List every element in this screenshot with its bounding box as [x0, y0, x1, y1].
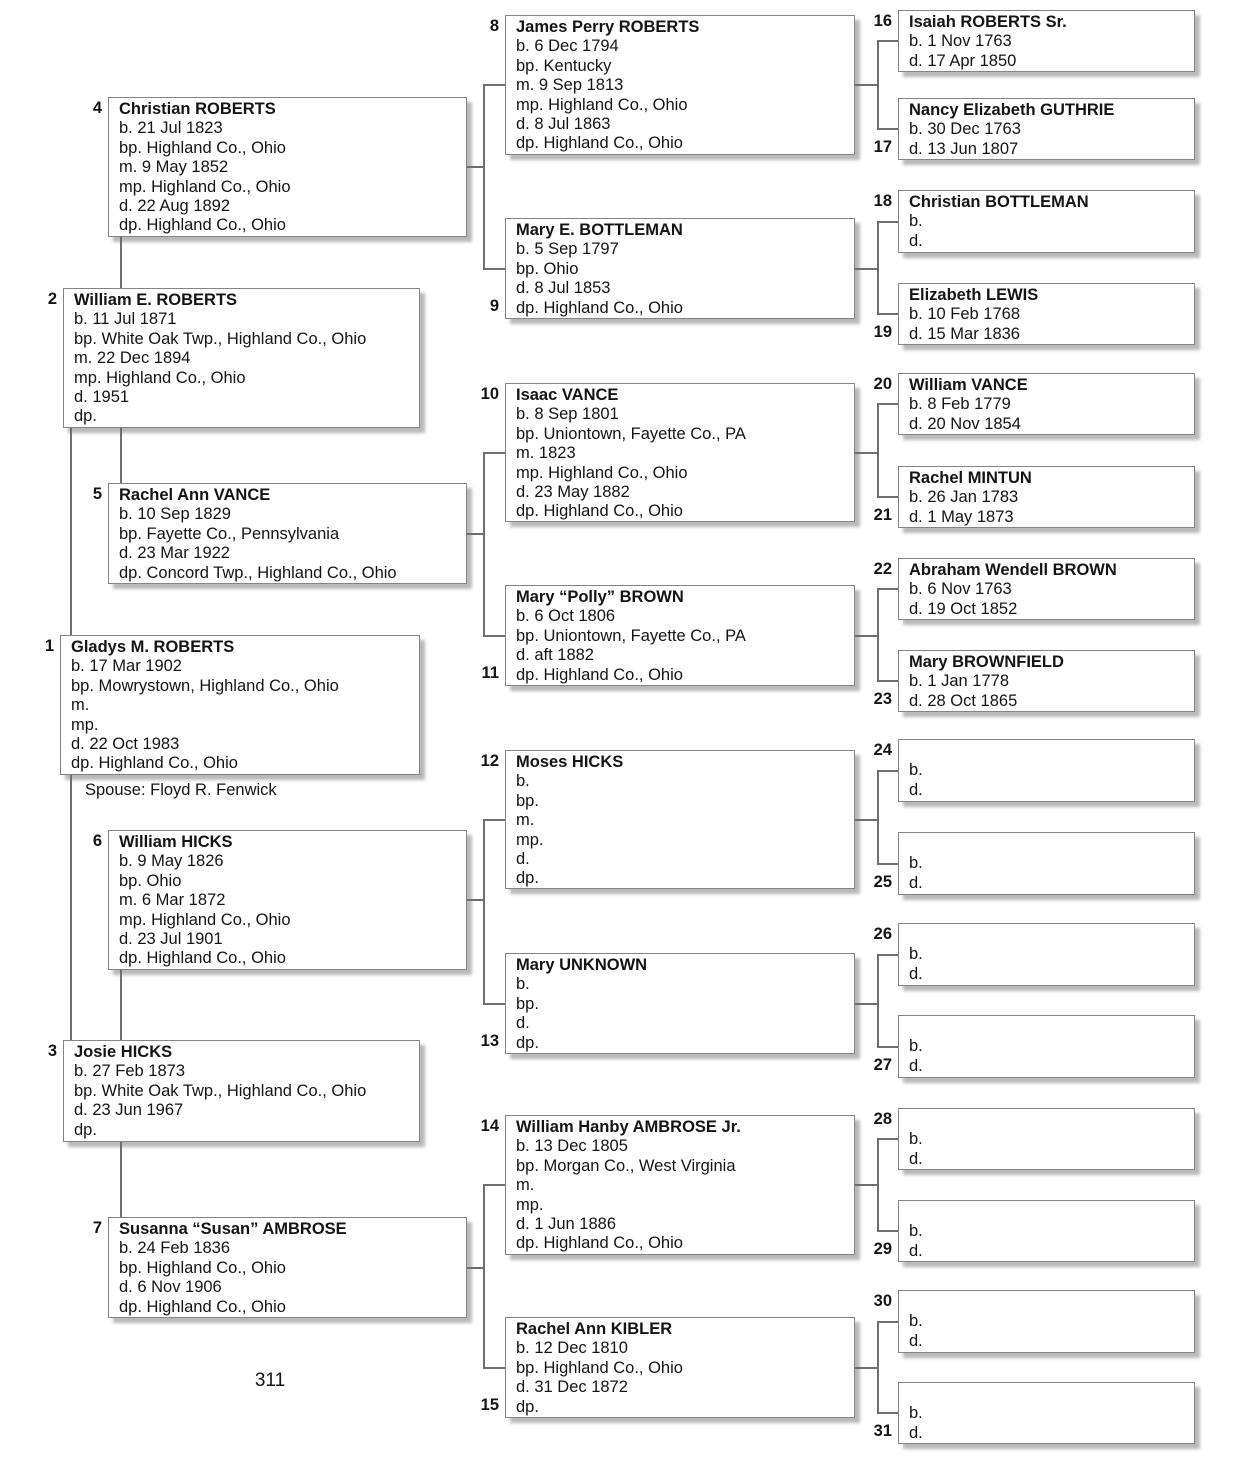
person-detail-line: bp. Mowrystown, Highland Co., Ohio	[71, 676, 339, 695]
person-number-23: 23	[873, 690, 892, 708]
connector-line	[877, 403, 898, 405]
person-detail-line: d.	[909, 1241, 923, 1260]
person-detail-line: bp. Kentucky	[516, 56, 612, 75]
person-box-29	[898, 1200, 1195, 1262]
person-number-25: 25	[873, 873, 892, 891]
person-detail-line: b. 17 Mar 1902	[71, 657, 182, 676]
spouse-note: Spouse: Floyd R. Fenwick	[85, 781, 277, 799]
person-box-19	[898, 283, 1195, 345]
person-detail-line: d. 19 Oct 1852	[909, 599, 1018, 618]
person-box-22	[898, 558, 1195, 620]
person-name: Moses HICKS	[516, 753, 624, 771]
person-detail-line: d. 1 Jun 1886	[516, 1215, 616, 1234]
person-detail-line: bp. White Oak Twp., Highland Co., Ohio	[74, 1081, 367, 1100]
person-detail-line: b.	[516, 772, 530, 791]
person-box-5	[108, 483, 467, 584]
connector-line	[467, 899, 483, 901]
person-box-10	[505, 383, 855, 522]
person-number-31: 31	[873, 1422, 892, 1440]
person-detail-line: b. 26 Jan 1783	[909, 488, 1019, 507]
person-detail-line: dp. Highland Co., Ohio	[516, 665, 683, 684]
person-detail-line: dp.	[516, 1033, 539, 1052]
person-detail-line: b. 21 Jul 1823	[119, 119, 223, 138]
person-detail-line: b. 1 Nov 1763	[909, 32, 1012, 51]
person-detail-line: d. 8 Jul 1863	[516, 115, 611, 134]
person-detail-line: b. 27 Feb 1873	[74, 1062, 186, 1081]
connector-line	[877, 588, 879, 680]
person-name: Josie HICKS	[74, 1043, 173, 1061]
person-detail-line: d. 13 Jun 1807	[909, 139, 1019, 158]
connector-line	[467, 1267, 483, 1269]
person-detail-line: m.	[71, 696, 90, 715]
person-detail-line: b. 8 Feb 1779	[909, 395, 1011, 414]
person-detail-line: d. 22 Aug 1892	[119, 197, 231, 216]
person-detail-line: b.	[909, 1312, 923, 1331]
person-name: Mary E. BOTTLEMAN	[516, 221, 683, 239]
person-number-18: 18	[873, 192, 892, 210]
connector-line	[877, 1321, 898, 1323]
person-detail-line: b. 11 Jul 1871	[74, 310, 177, 329]
connector-line	[483, 452, 485, 635]
person-detail-line: b. 10 Feb 1768	[909, 305, 1021, 324]
person-name: Christian ROBERTS	[119, 100, 276, 118]
person-number-11: 11	[481, 664, 499, 682]
person-number-30: 30	[873, 1292, 892, 1310]
person-number-19: 19	[873, 323, 892, 341]
person-detail-line: d. aft 1882	[516, 646, 594, 665]
connector-line	[855, 819, 877, 821]
person-detail-line: bp. Fayette Co., Pennsylvania	[119, 524, 340, 543]
person-number-14: 14	[480, 1117, 499, 1135]
person-detail-line: d. 23 Jul 1901	[119, 930, 223, 949]
connector-line	[855, 1003, 877, 1005]
person-detail-line: d.	[909, 964, 923, 983]
person-number-15: 15	[480, 1396, 499, 1414]
person-detail-line: d. 17 Apr 1850	[909, 51, 1017, 70]
person-detail-line: m.	[516, 1176, 535, 1195]
connector-line	[877, 40, 898, 42]
person-box-27	[898, 1015, 1195, 1078]
person-number-22: 22	[873, 560, 892, 578]
person-box-13	[505, 953, 855, 1054]
person-detail-line: b.	[909, 1130, 923, 1149]
person-detail-line: d. 8 Jul 1853	[516, 279, 611, 298]
person-detail-line: dp. Concord Twp., Highland Co., Ohio	[119, 563, 397, 582]
person-detail-line: d. 23 May 1882	[516, 483, 630, 502]
connector-line	[877, 680, 898, 682]
connector-line	[877, 954, 898, 956]
person-detail-line: dp. Highland Co., Ohio	[119, 1297, 286, 1316]
person-number-29: 29	[873, 1240, 892, 1258]
connector-line	[877, 588, 898, 590]
page-number: 311	[254, 1370, 286, 1391]
person-detail-line: b. 9 May 1826	[119, 852, 224, 871]
connector-line	[483, 84, 505, 86]
person-detail-line: b.	[516, 975, 530, 994]
connector-line	[467, 533, 483, 535]
person-detail-line: d. 15 Mar 1836	[909, 324, 1020, 343]
person-number-5: 5	[92, 485, 102, 503]
person-name: Mary UNKNOWN	[516, 956, 648, 974]
person-detail-line: d. 6 Nov 1906	[119, 1278, 222, 1297]
person-detail-line: d. 28 Oct 1865	[909, 691, 1018, 710]
person-detail-line: d. 31 Dec 1872	[516, 1378, 628, 1397]
person-box-14	[505, 1115, 855, 1255]
person-detail-line: d. 23 Mar 1922	[119, 544, 230, 563]
person-detail-line: d.	[516, 1014, 530, 1033]
connector-line	[70, 775, 72, 1040]
person-detail-line: bp. Uniontown, Fayette Co., PA	[516, 626, 746, 645]
connector-line	[483, 452, 505, 454]
person-box-31	[898, 1382, 1195, 1444]
connector-line	[483, 1184, 505, 1186]
connector-line	[120, 970, 122, 1040]
connector-line	[120, 1142, 122, 1217]
connector-line	[483, 268, 505, 270]
person-name	[909, 835, 1188, 854]
person-number-8: 8	[489, 17, 499, 35]
person-name	[909, 926, 1188, 945]
connector-line	[877, 1046, 898, 1048]
person-detail-line: b.	[909, 1404, 923, 1423]
person-detail-line: m. 22 Dec 1894	[74, 349, 191, 368]
person-number-13: 13	[480, 1032, 499, 1050]
person-detail-line: d.	[909, 1331, 923, 1350]
person-detail-line: mp.	[516, 1195, 544, 1214]
person-detail-line: dp.	[516, 1397, 539, 1416]
connector-line	[877, 40, 879, 128]
connector-line	[483, 84, 485, 268]
person-detail-line: mp. Highland Co., Ohio	[119, 910, 291, 929]
person-number-21: 21	[873, 506, 892, 524]
connector-line	[120, 237, 122, 288]
person-name: Susanna “Susan” AMBROSE	[119, 1220, 347, 1238]
connector-line	[877, 1412, 898, 1414]
person-box-11	[505, 585, 855, 686]
person-number-3: 3	[47, 1042, 57, 1060]
person-box-4	[108, 97, 467, 237]
person-number-17: 17	[873, 138, 892, 156]
connector-line	[877, 313, 898, 315]
connector-line	[483, 635, 505, 637]
person-number-4: 4	[92, 99, 102, 117]
person-number-24: 24	[873, 741, 892, 759]
person-name: James Perry ROBERTS	[516, 18, 700, 36]
person-detail-line: d.	[909, 1149, 923, 1168]
person-number-6: 6	[92, 832, 102, 850]
connector-line	[855, 635, 877, 637]
connector-line	[120, 428, 122, 483]
connector-line	[877, 1138, 879, 1230]
person-name: Isaiah ROBERTS Sr.	[909, 13, 1067, 31]
person-detail-line: b. 5 Sep 1797	[516, 240, 619, 259]
person-detail-line: b. 6 Dec 1794	[516, 37, 619, 56]
person-name	[909, 742, 1188, 761]
person-detail-line: d.	[909, 1056, 923, 1075]
person-number-20: 20	[873, 375, 892, 393]
person-detail-line: d. 20 Nov 1854	[909, 414, 1021, 433]
person-detail-line: d. 1 May 1873	[909, 507, 1014, 526]
connector-line	[877, 770, 898, 772]
person-name: Nancy Elizabeth GUTHRIE	[909, 101, 1115, 119]
connector-line	[877, 221, 879, 314]
connector-line	[855, 1184, 877, 1186]
person-box-23	[898, 650, 1195, 712]
person-detail-line: dp.	[74, 407, 97, 426]
person-name: Mary BROWNFIELD	[909, 653, 1064, 671]
person-detail-line: bp. White Oak Twp., Highland Co., Ohio	[74, 329, 367, 348]
person-name: William VANCE	[909, 376, 1028, 394]
person-detail-line: b.	[909, 212, 923, 231]
person-detail-line: bp. Ohio	[119, 871, 182, 890]
person-number-26: 26	[873, 925, 892, 943]
person-detail-line: b. 1 Jan 1778	[909, 672, 1009, 691]
person-number-28: 28	[873, 1110, 892, 1128]
person-detail-line: mp.	[516, 830, 544, 849]
person-detail-line: b. 6 Nov 1763	[909, 580, 1012, 599]
person-detail-line: m. 9 Sep 1813	[516, 76, 624, 95]
person-detail-line: d.	[516, 850, 530, 869]
person-detail-line: bp. Ohio	[516, 259, 579, 278]
connector-line	[483, 1003, 505, 1005]
person-detail-line: d. 1951	[74, 388, 130, 407]
person-detail-line: b. 24 Feb 1836	[119, 1239, 231, 1258]
person-detail-line: dp. Highland Co., Ohio	[516, 134, 683, 153]
person-detail-line: m. 9 May 1852	[119, 158, 229, 177]
person-box-3	[63, 1040, 420, 1142]
person-name: Rachel Ann KIBLER	[516, 1320, 673, 1338]
person-box-9	[505, 218, 855, 319]
person-detail-line: d. 23 Jun 1967	[74, 1101, 184, 1120]
person-name: William Hanby AMBROSE Jr.	[516, 1118, 741, 1136]
person-detail-line: b. 30 Dec 1763	[909, 120, 1021, 139]
person-name	[909, 1293, 1188, 1312]
person-name	[909, 1203, 1188, 1222]
connector-line	[855, 268, 877, 270]
person-name: Rachel Ann VANCE	[119, 486, 271, 504]
person-box-28	[898, 1108, 1195, 1170]
connector-line	[855, 1367, 877, 1369]
person-detail-line: b.	[909, 1222, 923, 1241]
person-name	[909, 1018, 1188, 1037]
connector-line	[877, 770, 879, 863]
person-detail-line: d.	[909, 873, 923, 892]
person-detail-line: b. 8 Sep 1801	[516, 405, 619, 424]
person-detail-line: dp.	[74, 1120, 97, 1139]
person-box-6	[108, 830, 467, 970]
person-name: Rachel MINTUN	[909, 469, 1032, 487]
connector-line	[877, 128, 898, 130]
connector-line	[877, 1230, 898, 1232]
person-detail-line: m.	[516, 811, 535, 830]
connector-line	[877, 1321, 879, 1413]
connector-line	[877, 221, 898, 223]
person-detail-line: mp. Highland Co., Ohio	[516, 95, 688, 114]
person-detail-line: mp.	[71, 715, 99, 734]
person-detail-line: dp. Highland Co., Ohio	[516, 502, 683, 521]
person-detail-line: m. 6 Mar 1872	[119, 891, 226, 910]
person-name	[909, 1385, 1188, 1404]
person-detail-line: b. 13 Dec 1805	[516, 1137, 628, 1156]
person-number-1: 1	[44, 637, 54, 655]
person-name: Isaac VANCE	[516, 386, 619, 404]
person-detail-line: dp. Highland Co., Ohio	[119, 216, 286, 235]
person-detail-line: d.	[909, 231, 923, 250]
person-detail-line: d.	[909, 780, 923, 799]
person-detail-line: b.	[909, 854, 923, 873]
connector-line	[855, 452, 877, 454]
person-detail-line: dp.	[516, 869, 539, 888]
connector-line	[877, 1138, 898, 1140]
person-name: Abraham Wendell BROWN	[909, 561, 1117, 579]
connector-line	[483, 819, 505, 821]
person-box-30	[898, 1290, 1195, 1353]
person-name: William HICKS	[119, 833, 233, 851]
person-detail-line: bp. Highland Co., Ohio	[119, 1258, 286, 1277]
person-box-21	[898, 466, 1195, 528]
connector-line	[483, 1367, 505, 1369]
connector-line	[877, 403, 879, 496]
person-box-18	[898, 190, 1195, 253]
person-name	[909, 1111, 1188, 1130]
person-detail-line: d.	[909, 1423, 923, 1442]
connector-line	[483, 819, 485, 1003]
person-box-15	[505, 1317, 855, 1418]
connector-line	[877, 863, 898, 865]
connector-line	[467, 166, 483, 168]
connector-line	[70, 428, 72, 635]
person-number-9: 9	[489, 297, 499, 315]
person-detail-line: b. 12 Dec 1810	[516, 1339, 628, 1358]
person-number-16: 16	[873, 12, 892, 30]
person-detail-line: dp. Highland Co., Ohio	[119, 949, 286, 968]
person-detail-line: mp. Highland Co., Ohio	[516, 463, 688, 482]
person-name: William E. ROBERTS	[74, 291, 238, 309]
person-detail-line: bp. Highland Co., Ohio	[119, 138, 286, 157]
person-detail-line: bp. Morgan Co., West Virginia	[516, 1156, 736, 1175]
person-box-7	[108, 1217, 467, 1318]
person-name: Christian BOTTLEMAN	[909, 193, 1089, 211]
person-number-27: 27	[873, 1056, 892, 1074]
person-detail-line: dp. Highland Co., Ohio	[516, 1234, 683, 1253]
person-name: Mary “Polly” BROWN	[516, 588, 684, 606]
person-box-24	[898, 739, 1195, 802]
connector-line	[877, 496, 898, 498]
person-detail-line: b.	[909, 945, 923, 964]
person-detail-line: mp. Highland Co., Ohio	[74, 368, 246, 387]
person-detail-line: b. 6 Oct 1806	[516, 607, 616, 626]
person-number-7: 7	[92, 1219, 102, 1237]
person-number-12: 12	[480, 752, 499, 770]
person-detail-line: bp.	[516, 994, 539, 1013]
person-box-8	[505, 15, 855, 155]
person-detail-line: d. 22 Oct 1983	[71, 735, 180, 754]
person-detail-line: bp. Highland Co., Ohio	[516, 1358, 683, 1377]
person-detail-line: b. 10 Sep 1829	[119, 505, 231, 524]
person-detail-line: m. 1823	[516, 444, 576, 463]
person-name: Elizabeth LEWIS	[909, 286, 1039, 304]
person-detail-line: b.	[909, 761, 923, 780]
connector-line	[877, 954, 879, 1046]
person-detail-line: bp. Uniontown, Fayette Co., PA	[516, 424, 746, 443]
person-box-20	[898, 373, 1195, 435]
connector-line	[855, 84, 877, 86]
person-number-2: 2	[47, 290, 57, 308]
person-box-25	[898, 832, 1195, 895]
person-box-17	[898, 98, 1195, 160]
person-number-10: 10	[480, 385, 499, 403]
person-box-2	[63, 288, 420, 428]
person-detail-line: bp.	[516, 791, 539, 810]
person-box-26	[898, 923, 1195, 986]
person-box-1	[60, 635, 420, 775]
person-detail-line: mp. Highland Co., Ohio	[119, 177, 291, 196]
person-detail-line: dp. Highland Co., Ohio	[516, 298, 683, 317]
person-box-16	[898, 10, 1195, 72]
person-detail-line: dp. Highland Co., Ohio	[71, 754, 238, 773]
person-box-12	[505, 750, 855, 889]
person-name: Gladys M. ROBERTS	[71, 638, 235, 656]
connector-line	[483, 1184, 485, 1367]
person-detail-line: b.	[909, 1037, 923, 1056]
